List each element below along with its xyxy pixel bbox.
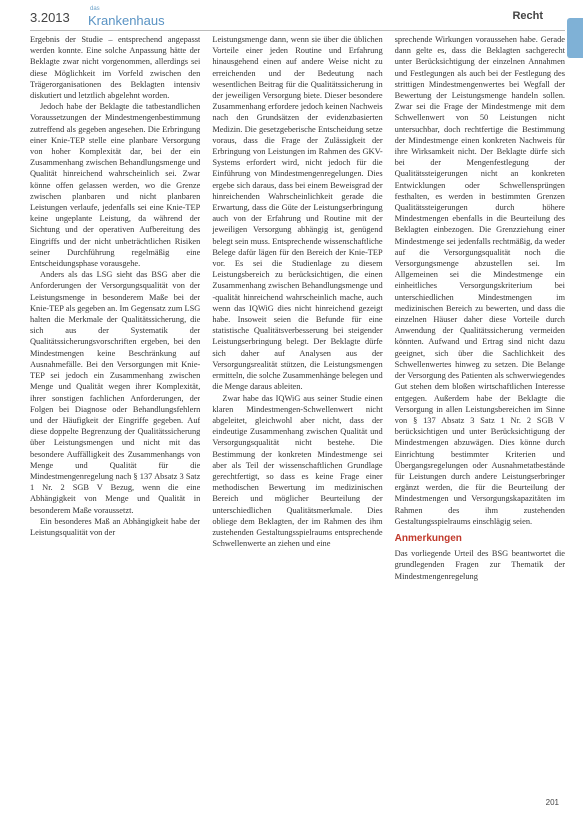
page-number: 201 [545, 798, 559, 807]
paragraph: Jedoch habe der Beklagte die tatbestandlichen Voraussetzungen der Mindestmengenbestimmung zutreffend als gegeben angesehen. Die Erbringung einer Knie-TEP stelle eine planbare Versorgung von hoher Komplexität dar, bei der ein Zusammenhang zwischen Behandlungsmenge und Qualität hinreichend wahrscheinlich sei. Zwar könne offen gelassen werden, wo die Grenze zwischen planbaren und nicht planbaren Leistungen verlaufe, jedenfalls sei eine Knie-TEP keine ungeplante Leistung, da während der Sichtung und der operativen Aufbereitung des Eingriffs und der nicht unbeträchtlichen Risiken seiner Durchführung regelmäßig eine Entscheidungsphase vorausgehe. [30, 102, 201, 269]
section-heading: Anmerkungen [394, 532, 462, 544]
text-column-2 [212, 34, 382, 799]
header-rule [30, 30, 565, 31]
paragraph: Zwar habe das IQWiG aus seiner Studie einen klaren Mindestmengen-Schwellenwert nicht abgeleitet, gleichwohl aber nicht, dass der eindeutige Zusammenhang zwischen Qualität und Versorgungsqualität nicht bestehe. Die Bestimmung der konkreten Mindestmenge sei aber als Teil der wissenschaftlichen Grundlage gerechtfertigt, so dass es keine Frage einer methodischen Bewertung im medizinischen Bereich und möglicher Beurteilung der unterschiedlichen Qualitätsmerkmale. Dies obliege dem Beklagten, der im Rahmen des ihm zustehenden Gestaltungsspielraums entsprechende Schwellenwerte an ziehen und eine [212, 393, 383, 549]
paragraph: Ein besonderes Maß an Abhängigkeit habe der Leistungsqualität von der [30, 516, 201, 537]
paragraph: Anders als das LSG sieht das BSG aber die Anforderungen der Versorgungsqualität von der Leistungsmenge in besonderem Maße bei der Knie-TEP als gegeben an. Im Gegensatz zum LSG halten die Merkmale der Qualitätssicherung, die sich aus der Systematik der Qualitätssicherungsvorschriften ergeben, bei den Mindestmengen keine Beschränkung auf Ausnahmefälle. Bei den Versorgungen mit Knie-TEP sei jedoch ein Zusammenhang zwischen Menge und Qualität wegen ihrer Komplexität, ihrer sonstigen fachlichen Anforderungen, der Folgen bei Diagnose oder Behandlungsfehlern und der Häufigkeit der Eingriffe gegeben. Auf diese doppelte Begrenzung der Qualitätssicherung über Leistungsmengen und nicht mit das besondere Auffälligkeit des Zusammenhangs von Menge und Qualität für die Mindestmengenregelung nach § 137 Absatz 3 Satz 1 Nr. 2 SGB V Bezug, wenn die eine Abhängigkeit von Menge und Qualität in besonderem Maße voraussetzt. [30, 270, 201, 515]
text-column-3 [395, 34, 565, 799]
paragraph: sprechende Wirkungen voraussehen habe. Gerade dann gelte es, dass die Beklagten sachgerecht unter Berücksichtigung der einzelnen Annahmen und Festlegungen als auch bei der Festlegung des strittigen Mindestmengenwertes bei Wegfall der Bewertung der Leistungsmenge handeln sollen. Zwar sei die Frage der Mindestmenge mit dem Schwellenwert von 50 Leistungen nicht untersuchbar, doch rechtfertige die Bestimmung der Mindestmenge einen konkreten Nachweis für ihre Wirksamkeit nicht. Der Beklagte dürfe sich bei der Mengenfestlegung der Qualitätssteigerungen nicht an konkreten Entwicklungen oder Schwellensprüngen festhalten, es werden in bestimmten Grenzen Qualitätssteigerungen durch höhere Mindestmengen ebenfalls in die Beurteilung des Beklagten einbezogen. Die Grenzziehung einer Mindestmenge sei jedenfalls rechtmäßig, da weder auf die Versorgungsqualität noch die Versorgungsmenge abzustellen sei. Im Allgemeinen sei die Mindestmenge ein einheitliches Versorgungskriterium bei unterschiedlichen Mindestmengen im medizinischen Bereich zu bewerten, und dass die einzelnen Häuser daher diese Vorteile durch Anwendung der Qualitätssicherung vermeiden könnten. Aufwand und Ertrag sind nicht dazu geeignet, sich über die Sachlichkeit des Schwellenwertes hinweg zu setzen. Die Belange der Versorgung des Patienten als schwerwiegendes Gut stehen dem bloßen wirtschaftlichen Interesse entgegen. Außerdem habe der Beklagte die Versorgung in allen Leistungsbereichen im Sinne von § 137 Absatz 3 Satz 1 Nr. 2 SGB V berücksichtigen und unter Berücksichtigung der Mindestmengen abzuwägen. Dies könne durch Einrichtung bestimmter Kriterien und Übergangsregelungen oder Ausnahmetatbestände für Leistungen durch andere Leistungserbringer ergänzt werden, die für die Beurteilung der Mindestmengen und Versorgungskapazitäten im Rahmen des ihm zustehenden Gestaltungsspielraums einschlägig seien. [394, 35, 565, 526]
paragraph: Das vorliegende Urteil des BSG beantwortet die grundlegenden Fragen zur Thematik der Mindestmengenregelung [394, 549, 565, 581]
article-body [30, 34, 565, 799]
paragraph: Ergebnis der Studie – entsprechend angepasst werden konnte. Eine solche Anpassung hätte der Beklagte zwar nicht vorgenommen, allerdings sei diese Möglichkeit im Vorfeld zwischen den Trägerorganisationen des Beklagten intensiv diskutiert und letztlich abgelehnt worden. [30, 35, 201, 101]
page-header [0, 0, 583, 30]
logo-prefix: das [90, 6, 100, 12]
logo-name: Krankenhaus [88, 13, 165, 28]
section-tab [567, 18, 583, 58]
paragraph: Leistungsmenge dann, wenn sie über die üblichen Vorteile einer jeden Routine und Erfahrung hinausgehend einen auf andere Weise nicht zu erreichenden und der Bedeutung nach wesentlichen Beitrag für die Qualitätssicherung in der jeweiligen Versorgung biete. Dieser besondere Zusammenhang erfordere jedoch keinen Nachweis nach den Grundsätzen der evidenzbasierten Medizin. Die gesetzgeberische Entscheidung setze voraus, dass die Frage der Zulässigkeit der Erbringung von Leistungen im Rahmen des GKV-Systems erfordert wird, nicht jedoch für die Einführung von Mindestmengenregelungen. Dies ergebe sich daraus, dass bei einem Beweisgrad der hinreichenden Wahrscheinlichkeit gerade die Erwartung, dass die Güte der Leistungserbringung auch von der Erfahrung und Routine mit der jeweiligen Versorgung abhängig ist, genügend belegt sein muss. Entsprechende wissenschaftliche Belege dafür lägen für den Bereich der Knie-TEP vor. Es sei die Studienlage zu diesem Leistungsbereich zu berücksichtigen, die einen Zusammenhang zwischen Behandlungsmenge und -qualität hinreichend wahrscheinlich mache, auch wenn das IQWiG dies nicht hinreichend gezeigt habe. Insoweit seien die Befunde für eine statistische Qualitätsverbesserung bei steigender Leistungserbringung belegt. Der Beklagte dürfe sich daher auf Analysen aus der Versorgungsrealität stützen, die Leistungsmengen ermitteln, die solche Zusammenhänge belegen und die Menge daraus ableiten. [212, 35, 383, 392]
magazine-logo [88, 6, 165, 30]
text-column-1 [30, 34, 200, 799]
section-title: Recht [512, 10, 543, 22]
issue-number: 3.2013 [30, 10, 70, 25]
